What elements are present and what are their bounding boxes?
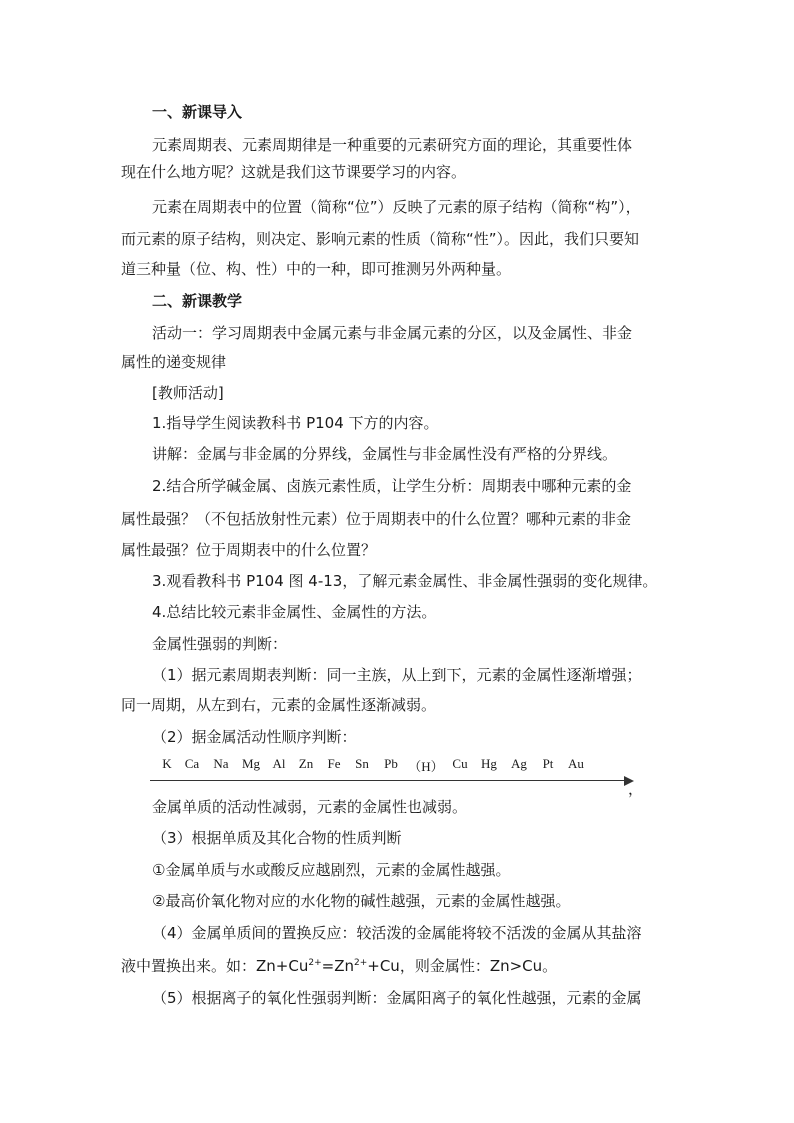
paragraph-line: （4）金属单质间的置换反应：较活泼的金属能将较不活泼的金属从其盐溶 xyxy=(152,924,642,942)
paragraph-line: 元素在周期表中的位置（简称“位”）反映了元素的原子结构（简称“构”）， xyxy=(152,198,641,216)
heading-intro: 一、新课导入 xyxy=(152,103,243,121)
paragraph-line: （3）根据单质及其化合物的性质判断 xyxy=(152,829,402,847)
series-element: Fe xyxy=(327,756,341,771)
series-comma: ， xyxy=(628,780,644,798)
equation-line xyxy=(121,956,557,976)
teacher-activity-tag: [教师活动] xyxy=(152,384,224,402)
paragraph-line: （1）据元素周期表判断：同一主族，从上到下，元素的金属性逐渐增强； xyxy=(152,666,642,684)
series-element: Pb xyxy=(384,756,398,771)
paragraph-line: ②最高价氧化物对应的水化物的碱性越强，元素的金属性越强。 xyxy=(152,892,571,910)
paragraph-line: 讲解：金属与非金属的分界线，金属性与非金属性没有严格的分界线。 xyxy=(152,445,618,463)
paragraph-line: 属性的递变规律 xyxy=(121,353,227,371)
paragraph-line: 金属单质的活动性减弱，元素的金属性也减弱。 xyxy=(152,798,468,816)
paragraph-line: 而元素的原子结构，则决定、影响元素的性质（简称“性”）。因此，我们只要知 xyxy=(121,230,640,248)
series-element: Ag xyxy=(511,756,527,771)
paragraph-line: 现在什么地方呢？这就是我们这节课要学习的内容。 xyxy=(121,163,467,181)
heading-teach: 二、新课教学 xyxy=(152,292,243,310)
series-element: Ca xyxy=(184,756,200,771)
list-item: 3.观看教科书 P104 图 4-13，了解元素金属性、非金属性强弱的变化规律。 xyxy=(152,572,658,590)
activity-series-row xyxy=(156,756,590,776)
series-arrow-line xyxy=(150,780,628,781)
equation-pre: 液中置换出来。如：Zn+Cu xyxy=(121,957,309,975)
series-element: K xyxy=(162,756,172,771)
series-element: Al xyxy=(272,756,286,771)
equation-mid: =Zn xyxy=(321,957,354,975)
paragraph-line: 道三种量（位、构、性）中的一种，即可推测另外两种量。 xyxy=(121,260,512,278)
charge-superscript: 2+ xyxy=(353,958,368,968)
paragraph-line: （2）据金属活动性顺序判断： xyxy=(152,728,357,746)
subheading: 金属性强弱的判断： xyxy=(152,635,288,653)
activity-series-figure xyxy=(150,752,636,796)
series-element: Au xyxy=(568,756,584,771)
paragraph-line: （5）根据离子的氧化性强弱判断：金属阳离子的氧化性越强，元素的金属 xyxy=(152,989,642,1007)
series-element: Sn xyxy=(355,756,369,771)
series-element: Zn xyxy=(298,756,314,771)
paragraph-line: 同一周期，从左到右，元素的金属性逐渐减弱。 xyxy=(121,696,437,714)
series-element: Cu xyxy=(452,756,468,771)
list-item: 1.指导学生阅读教科书 P104 下方的内容。 xyxy=(152,414,439,432)
paragraph-line: 属性最强？（不包括放射性元素）位于周期表中的什么位置？哪种元素的非金 xyxy=(121,510,632,528)
charge-superscript: 2+ xyxy=(308,958,322,968)
paragraph-line: ①金属单质与水或酸反应越剧烈，元素的金属性越强。 xyxy=(152,861,511,879)
equation-post: +Cu，则金属性：Zn>Cu。 xyxy=(367,957,558,975)
series-element: Na xyxy=(213,756,229,771)
paragraph-line: 属性最强？位于周期表中的什么位置？ xyxy=(121,541,377,559)
list-item: 4.总结比较元素非金属性、金属性的方法。 xyxy=(152,603,437,621)
series-element: Pt xyxy=(542,756,554,771)
series-element: Hg xyxy=(481,756,497,771)
paragraph-line: 活动一：学习周期表中金属元素与非金属元素的分区，以及金属性、非金 xyxy=(152,324,633,342)
paragraph-line: 元素周期表、元素周期律是一种重要的元素研究方面的理论，其重要性体 xyxy=(152,136,633,154)
list-item: 2.结合所学碱金属、卤族元素性质，让学生分析：周期表中哪种元素的金 xyxy=(152,477,632,495)
series-element: Mg xyxy=(241,756,261,771)
series-element: （H） xyxy=(408,759,444,774)
